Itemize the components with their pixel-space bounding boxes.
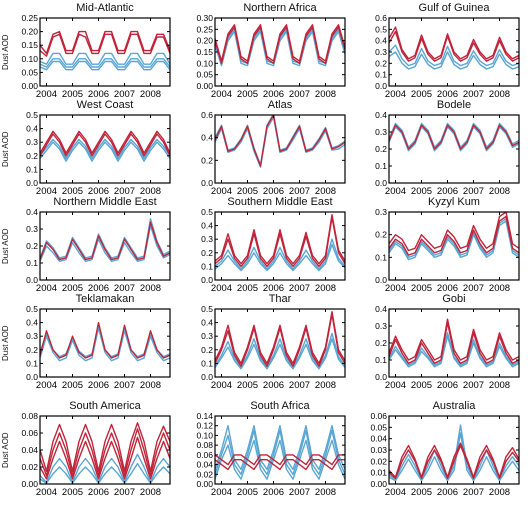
- y-tick-label: 0.06: [196, 449, 213, 460]
- series-line-blue: [215, 334, 345, 368]
- x-tick-label: 2006: [436, 186, 459, 197]
- series-line-blue: [40, 454, 170, 482]
- series-line-red: [215, 25, 345, 61]
- y-tick-label: 0.4: [375, 304, 387, 314]
- y-tick-label: 0.2: [201, 344, 213, 355]
- panel-title: Mid-Atlantic: [76, 2, 134, 14]
- series-line-blue: [389, 127, 519, 151]
- y-tick-label: 0.6: [201, 110, 213, 120]
- y-axis-label: Dust AOD: [1, 34, 10, 70]
- x-tick-label: 2006: [262, 89, 285, 100]
- x-tick-label: 2007: [288, 89, 311, 100]
- x-tick-label: 2004: [35, 487, 58, 498]
- x-tick-label: 2005: [236, 283, 259, 294]
- x-tick-label: 2008: [488, 186, 511, 197]
- y-tick-label: 0.01: [370, 467, 387, 478]
- x-tick-label: 2006: [436, 380, 459, 391]
- plot-frame: [389, 416, 519, 484]
- series-line-blue: [40, 325, 170, 356]
- series-line-blue: [389, 45, 519, 65]
- series-line-red: [389, 32, 519, 61]
- y-tick-label: 0.0: [375, 81, 387, 91]
- y-tick-label: 0.4: [201, 220, 213, 231]
- y-tick-label: 0.2: [26, 150, 38, 161]
- x-tick-label: 2008: [139, 380, 162, 391]
- x-tick-label: 2007: [113, 89, 136, 100]
- x-tick-label: 2006: [87, 380, 110, 391]
- panel-title: South America: [69, 400, 141, 412]
- plot-frame: [389, 115, 519, 183]
- y-tick-label: 0.02: [196, 469, 213, 480]
- y-tick-label: 0.2: [201, 247, 213, 258]
- series-line-blue: [389, 124, 519, 148]
- series-line-blue: [215, 440, 345, 479]
- y-tick-label: 0.4: [375, 110, 387, 120]
- x-tick-label: 2008: [139, 186, 162, 197]
- x-tick-label: 2005: [61, 186, 84, 197]
- y-tick-label: 0.25: [21, 13, 38, 23]
- y-tick-label: 0.06: [370, 411, 387, 421]
- plot-frame: [40, 309, 170, 377]
- y-tick-label: 0.0: [375, 372, 387, 382]
- series-line-red: [389, 212, 519, 251]
- x-tick-label: 2006: [262, 380, 285, 391]
- x-tick-label: 2004: [35, 283, 58, 294]
- y-axis-label: Dust AOD: [1, 432, 10, 468]
- series-line-red: [389, 323, 519, 364]
- plot-frame: [215, 416, 345, 484]
- series-line-red: [389, 446, 519, 479]
- y-tick-label: 0.00: [196, 81, 213, 91]
- y-tick-label: 0.2: [26, 344, 38, 355]
- y-tick-label: 0.12: [196, 420, 213, 431]
- y-tick-label: 0.10: [196, 58, 213, 69]
- x-tick-label: 2006: [87, 89, 110, 100]
- y-tick-label: 0.02: [370, 456, 387, 467]
- x-tick-label: 2004: [210, 89, 233, 100]
- y-tick-label: 0.3: [375, 321, 387, 331]
- x-tick-label: 2004: [210, 487, 233, 498]
- panel-title: Bodele: [436, 99, 472, 111]
- x-tick-label: 2008: [314, 89, 337, 100]
- plot-frame: [389, 309, 519, 377]
- x-tick-label: 2007: [462, 283, 485, 294]
- panel-title: South Africa: [250, 400, 310, 412]
- y-tick-label: 0.4: [201, 317, 213, 328]
- x-tick-label: 2007: [288, 380, 311, 391]
- x-tick-label: 2008: [488, 283, 511, 294]
- x-tick-label: 2004: [384, 89, 407, 100]
- x-tick-label: 2007: [113, 487, 136, 498]
- y-tick-label: 0.4: [201, 132, 213, 143]
- y-tick-label: 0.3: [201, 234, 213, 245]
- series-line-blue: [389, 433, 519, 481]
- y-tick-label: 0.5: [201, 304, 213, 314]
- y-tick-label: 0.1: [26, 164, 38, 175]
- x-tick-label: 2006: [87, 186, 110, 197]
- x-tick-label: 2008: [314, 186, 337, 197]
- series-line-red: [215, 460, 345, 470]
- y-tick-label: 0.3: [26, 224, 38, 234]
- y-tick-label: 0.5: [26, 304, 38, 314]
- x-tick-label: 2004: [384, 283, 407, 294]
- series-line-blue: [389, 425, 519, 479]
- x-tick-label: 2007: [288, 283, 311, 294]
- panel-title: Northern Middle East: [53, 196, 157, 208]
- series-line-blue: [215, 431, 345, 475]
- panel-title: Southern Middle East: [227, 196, 333, 208]
- y-tick-label: 0.1: [375, 69, 387, 80]
- y-tick-label: 0.2: [375, 229, 387, 240]
- panel-title: Kyzyl Kum: [428, 196, 480, 208]
- series-line-red: [389, 125, 519, 149]
- y-tick-label: 0.05: [196, 69, 213, 80]
- series-line-red: [40, 429, 170, 476]
- x-tick-label: 2007: [113, 380, 136, 391]
- y-tick-label: 0.4: [26, 317, 38, 328]
- x-tick-label: 2006: [262, 487, 285, 498]
- y-tick-label: 0.2: [375, 338, 387, 348]
- series-line-blue: [40, 226, 170, 262]
- x-tick-label: 2005: [236, 487, 259, 498]
- y-tick-label: 0.04: [21, 445, 38, 455]
- series-line-red: [215, 27, 345, 63]
- x-tick-label: 2005: [410, 89, 433, 100]
- x-tick-label: 2005: [61, 283, 84, 294]
- y-axis-label: Dust AOD: [1, 325, 10, 361]
- x-tick-label: 2005: [61, 89, 84, 100]
- x-tick-label: 2005: [61, 487, 84, 498]
- y-tick-label: 0.5: [26, 110, 38, 120]
- x-tick-label: 2006: [436, 89, 459, 100]
- panel-title: Northern Africa: [243, 2, 317, 14]
- y-tick-label: 0.3: [375, 47, 387, 57]
- series-line-red: [40, 437, 170, 479]
- x-tick-label: 2006: [436, 487, 459, 498]
- y-tick-label: 0.1: [375, 355, 387, 365]
- x-tick-label: 2005: [236, 186, 259, 197]
- y-tick-label: 0.6: [375, 13, 387, 23]
- series-line-red: [215, 312, 345, 364]
- y-tick-label: 0.10: [196, 430, 213, 441]
- series-line-blue: [215, 114, 345, 165]
- x-tick-label: 2006: [87, 283, 110, 294]
- series-line-blue: [215, 29, 345, 63]
- x-tick-label: 2006: [262, 186, 285, 197]
- y-tick-label: 0.15: [21, 40, 38, 51]
- x-tick-label: 2008: [314, 487, 337, 498]
- series-line-blue: [40, 53, 170, 64]
- x-tick-label: 2008: [488, 487, 511, 498]
- x-tick-label: 2008: [139, 283, 162, 294]
- series-line-blue: [389, 52, 519, 69]
- series-line-blue: [389, 219, 519, 257]
- x-tick-label: 2007: [288, 186, 311, 197]
- series-line-blue: [215, 117, 345, 167]
- series-line-red: [215, 314, 345, 366]
- series-line-blue: [40, 140, 170, 159]
- x-tick-label: 2004: [35, 380, 58, 391]
- x-tick-label: 2007: [113, 283, 136, 294]
- x-tick-label: 2008: [139, 89, 162, 100]
- series-line-red: [40, 131, 170, 153]
- y-tick-label: 0.5: [201, 207, 213, 217]
- x-tick-label: 2005: [236, 380, 259, 391]
- y-tick-label: 0.06: [21, 428, 38, 438]
- plot-frame: [40, 212, 170, 280]
- y-tick-label: 0.3: [26, 137, 38, 148]
- y-tick-label: 0.0: [26, 178, 38, 188]
- y-tick-label: 0.3: [375, 207, 387, 217]
- y-tick-label: 0.0: [26, 275, 38, 285]
- x-tick-label: 2005: [410, 186, 433, 197]
- panel-title: Gobi: [442, 293, 466, 305]
- x-tick-label: 2007: [288, 487, 311, 498]
- y-tick-label: 0.30: [196, 13, 213, 23]
- y-tick-label: 0.02: [21, 462, 38, 472]
- series-line-red: [389, 217, 519, 256]
- y-tick-label: 0.2: [201, 155, 213, 166]
- y-tick-label: 0.1: [26, 258, 38, 268]
- series-line-blue: [215, 32, 345, 66]
- series-line-red: [40, 323, 170, 358]
- series-line-red: [215, 217, 345, 266]
- y-tick-label: 0.04: [370, 433, 387, 444]
- series-line-blue: [389, 336, 519, 367]
- x-tick-label: 2004: [210, 186, 233, 197]
- y-tick-label: 0.10: [21, 53, 38, 64]
- x-tick-label: 2008: [488, 380, 511, 391]
- series-line-red: [215, 455, 345, 465]
- y-tick-label: 0.1: [26, 358, 38, 369]
- y-tick-label: 0.3: [201, 331, 213, 342]
- y-tick-label: 0.2: [375, 58, 387, 69]
- x-tick-label: 2008: [314, 283, 337, 294]
- y-tick-label: 0.4: [375, 35, 387, 46]
- y-tick-label: 0.25: [196, 24, 213, 35]
- series-line-red: [389, 443, 519, 477]
- panel-title: Thar: [268, 293, 292, 305]
- series-line-blue: [40, 62, 170, 70]
- x-tick-label: 2007: [113, 186, 136, 197]
- y-tick-label: 0.00: [196, 479, 213, 489]
- y-tick-label: 0.05: [370, 422, 387, 433]
- y-tick-label: 0.3: [375, 127, 387, 137]
- series-line-blue: [40, 464, 170, 484]
- x-tick-label: 2008: [488, 89, 511, 100]
- plot-frame: [215, 212, 345, 280]
- y-tick-label: 0.15: [196, 47, 213, 57]
- series-line-blue: [40, 328, 170, 361]
- plot-frame: [215, 115, 345, 183]
- plot-frame: [40, 416, 170, 484]
- series-line-red: [215, 215, 345, 264]
- series-line-red: [389, 27, 519, 59]
- x-tick-label: 2007: [462, 380, 485, 391]
- y-tick-label: 0.00: [370, 479, 387, 489]
- y-tick-label: 0.1: [201, 358, 213, 369]
- series-line-red: [40, 32, 170, 54]
- x-tick-label: 2006: [87, 487, 110, 498]
- x-tick-label: 2005: [410, 487, 433, 498]
- x-tick-label: 2004: [35, 89, 58, 100]
- y-tick-label: 0.08: [21, 411, 38, 421]
- y-tick-label: 0.0: [201, 372, 213, 382]
- x-tick-label: 2004: [384, 186, 407, 197]
- series-line-blue: [215, 339, 345, 369]
- x-tick-label: 2004: [35, 186, 58, 197]
- x-tick-label: 2008: [139, 487, 162, 498]
- y-tick-label: 0.0: [201, 275, 213, 285]
- y-tick-label: 0.00: [21, 81, 38, 91]
- series-line-blue: [40, 219, 170, 258]
- y-tick-label: 0.0: [375, 178, 387, 188]
- series-line-blue: [389, 221, 519, 260]
- series-line-blue: [215, 239, 345, 269]
- series-line-red: [40, 34, 170, 56]
- series-line-red: [215, 115, 345, 166]
- x-tick-label: 2007: [462, 487, 485, 498]
- y-tick-label: 0.3: [26, 331, 38, 342]
- panel-title: Gulf of Guinea: [418, 2, 490, 14]
- y-tick-label: 0.2: [375, 144, 387, 154]
- y-tick-label: 0.03: [370, 445, 387, 455]
- x-tick-label: 2005: [61, 380, 84, 391]
- series-line-blue: [40, 59, 170, 67]
- y-tick-label: 0.05: [21, 67, 38, 78]
- x-tick-label: 2005: [410, 283, 433, 294]
- y-tick-label: 0.2: [26, 241, 38, 251]
- panel-title: Atlas: [267, 99, 293, 111]
- x-tick-label: 2005: [410, 380, 433, 391]
- x-tick-label: 2007: [462, 89, 485, 100]
- y-tick-label: 0.08: [196, 440, 213, 451]
- x-tick-label: 2005: [236, 89, 259, 100]
- panel-title: Australia: [432, 400, 476, 412]
- y-tick-label: 0.1: [201, 261, 213, 272]
- x-tick-label: 2004: [210, 283, 233, 294]
- plot-frame: [40, 18, 170, 86]
- x-tick-label: 2004: [384, 380, 407, 391]
- y-tick-label: 0.14: [196, 411, 213, 421]
- series-line-red: [389, 319, 519, 360]
- y-tick-label: 0.0: [375, 275, 387, 285]
- series-line-blue: [40, 142, 170, 161]
- x-tick-label: 2006: [436, 283, 459, 294]
- plot-frame: [215, 309, 345, 377]
- y-tick-label: 0.0: [201, 178, 213, 188]
- series-line-red: [40, 134, 170, 156]
- plot-frame: [40, 115, 170, 183]
- x-tick-label: 2004: [384, 487, 407, 498]
- y-axis-label: Dust AOD: [1, 228, 10, 264]
- panel-title: West Coast: [76, 99, 134, 111]
- series-line-red: [40, 423, 170, 472]
- y-axis-label: Dust AOD: [1, 131, 10, 167]
- y-tick-label: 0.5: [375, 24, 387, 35]
- series-line-red: [40, 222, 170, 259]
- y-tick-label: 0.4: [26, 123, 38, 134]
- y-tick-label: 0.20: [196, 35, 213, 46]
- series-line-blue: [215, 426, 345, 470]
- y-tick-label: 0.4: [26, 207, 38, 217]
- plot-frame: [389, 18, 519, 86]
- panel-title: Teklamakan: [75, 293, 135, 305]
- x-tick-label: 2007: [462, 186, 485, 197]
- y-tick-label: 0.20: [21, 26, 38, 37]
- x-tick-label: 2008: [314, 380, 337, 391]
- y-tick-label: 0.00: [21, 479, 38, 489]
- x-tick-label: 2004: [210, 380, 233, 391]
- y-tick-label: 0.04: [196, 459, 213, 470]
- series-line-blue: [389, 333, 519, 365]
- y-tick-label: 0.1: [375, 252, 387, 263]
- x-tick-label: 2006: [262, 283, 285, 294]
- series-line-blue: [215, 245, 345, 271]
- plot-frame: [215, 18, 345, 86]
- y-tick-label: 0.0: [26, 372, 38, 382]
- y-tick-label: 0.1: [375, 161, 387, 171]
- plot-frame: [389, 212, 519, 280]
